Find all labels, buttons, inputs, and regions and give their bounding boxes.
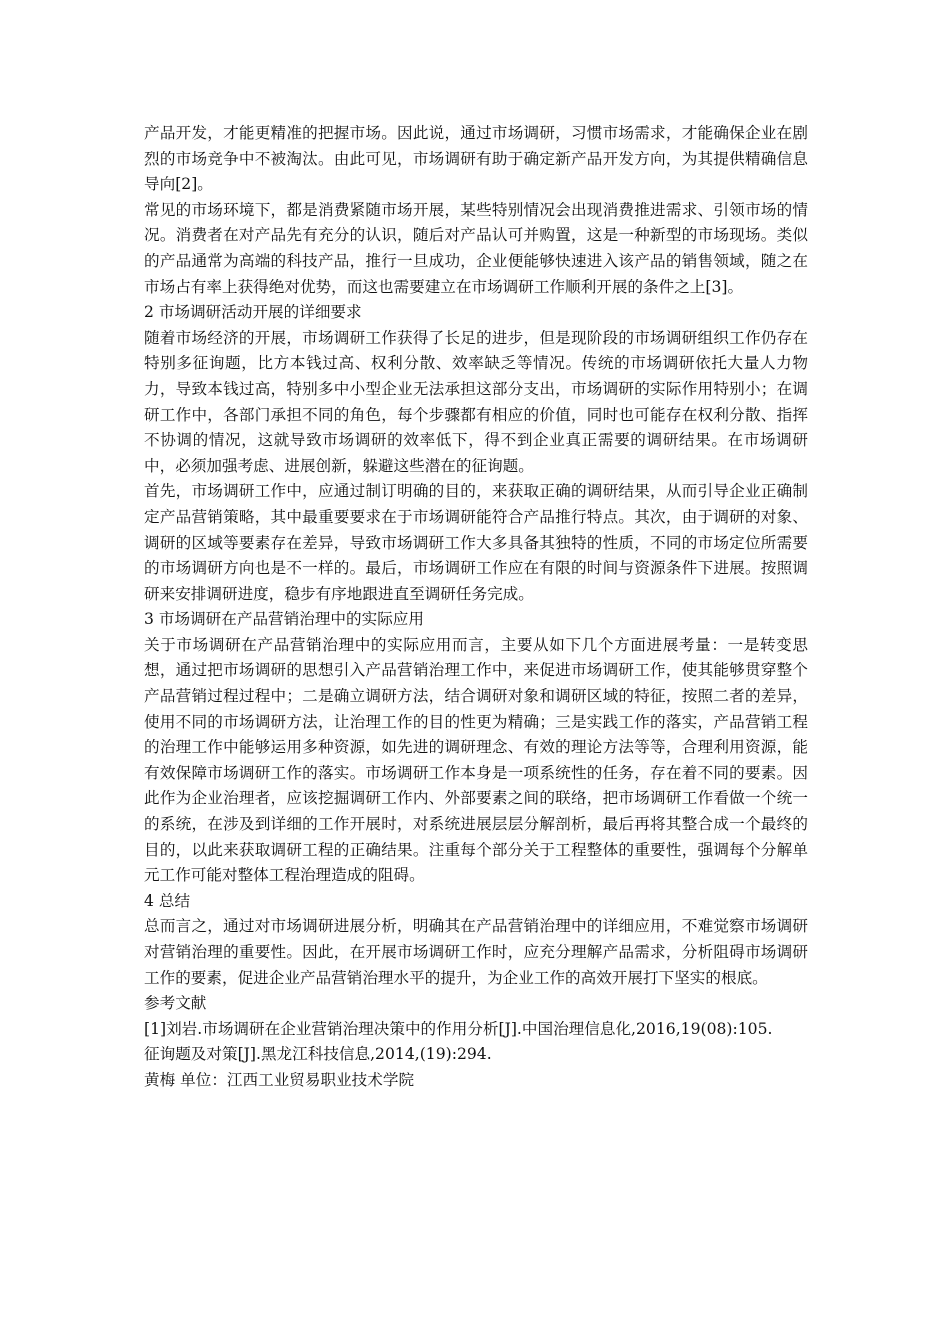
author-affiliation: 黄梅 单位：江西工业贸易职业技术学院 — [144, 1070, 415, 1089]
references-heading: 参考文献 — [144, 994, 207, 1013]
section-heading-requirements: 2 市场调研活动开展的详细要求 — [144, 303, 362, 322]
paragraph-market-environment: 常见的市场环境下，都是消费紧随市场开展，某些特别情况会出现消费推进需求、引领市场的情况。消费者在对产品先有充分的认识，随后对产品认可并购置，这是一种新型的市场现场。类似的产品通常为高端的科技产品，推行一旦成功，企业便能够快速进入该产品的销售领域，随之在市场占有率上获得绝对优势，而这也需要建立在市场调研工作顺利开展的条件之上[3]。 — [144, 200, 808, 296]
section-heading-summary: 4 总结 — [144, 891, 191, 910]
reference-item-2: 征询题及对策[J].黑龙江科技信息,2014,(19):294. — [144, 1045, 492, 1064]
section-heading-application: 3 市场调研在产品营销治理中的实际应用 — [144, 610, 424, 629]
paragraph-research-goals: 首先，市场调研工作中，应通过制订明确的目的，来获取正确的调研结果，从而引导企业正确制定产品营销策略，其中最重要要求在于市场调研能符合产品推行特点。其次，由于调研的对象、调研的区域等要素存在差异，导致市场调研工作大多具备其独特的性质，不同的市场定位所需要的市场调研方向也是不一样的。最后，市场调研工作应在有限的时间与资源条件下进展。按照调研来安排调研进度，稳步有序地跟进直至调研任务完成。 — [144, 482, 808, 603]
document-body — [144, 121, 808, 1094]
paragraph-summary: 总而言之，通过对市场调研进展分析，明确其在产品营销治理中的详细应用，不难觉察市场调研对营销治理的重要性。因此，在开展市场调研工作时，应充分理解产品需求，分析阻碍市场调研工作的要素，促进企业产品营销治理水平的提升，为企业工作的高效开展打下坚实的根底。 — [144, 917, 808, 987]
reference-item-1: [1]刘岩.市场调研在企业营销治理决策中的作用分析[J].中国治理信息化,2016,19(08):105. — [144, 1019, 773, 1038]
paragraph-product-development: 产品开发，才能更精准的把握市场。因此说，通过市场调研，习惯市场需求，才能确保企业在剧烈的市场竞争中不被淘汰。由此可见，市场调研有助于确定新产品开发方向，为其提供精确信息导向[2]。 — [144, 124, 808, 194]
paragraph-market-research-problems: 随着市场经济的开展，市场调研工作获得了长足的进步，但是现阶段的市场调研组织工作仍存在特别多征询题，比方本钱过高、权利分散、效率缺乏等情况。传统的市场调研依托大量人力物力，导致本钱过高，特别多中小型企业无法承担这部分支出，市场调研的实际作用特别小；在调研工作中，各部门承担不同的角色，每个步骤都有相应的价值，同时也可能存在权利分散、指挥不协调的情况，这就导致市场调研的效率低下，得不到企业真正需要的调研结果。在市场调研中，必须加强考虑、进展创新，躲避这些潜在的征询题。 — [144, 328, 808, 475]
paragraph-practical-application: 关于市场调研在产品营销治理中的实际应用而言，主要从如下几个方面进展考量：一是转变思想，通过把市场调研的思想引入产品营销治理工作中，来促进市场调研工作，使其能够贯穿整个产品营销过程过程中；二是确立调研方法，结合调研对象和调研区域的特征，按照二者的差异，使用不同的市场调研方法，让治理工作的目的性更为精确；三是实践工作的落实，产品营销工程的治理工作中能够运用多种资源，如先进的调研理念、有效的理论方法等等，合理利用资源，能有效保障市场调研工作的落实。市场调研工作本身是一项系统性的任务，存在着不同的要素。因此作为企业治理者，应该挖掘调研工作内、外部要素之间的联络，把市场调研工作看做一个统一的系统，在涉及到详细的工作开展时，对系统进展层层分解剖析，最后再将其整合成一个最终的目的，以此来获取调研工程的正确结果。注重每个部分关于工程整体的重要性，强调每个分解单元工作可能对整体工程治理造成的阻碍。 — [144, 635, 808, 885]
